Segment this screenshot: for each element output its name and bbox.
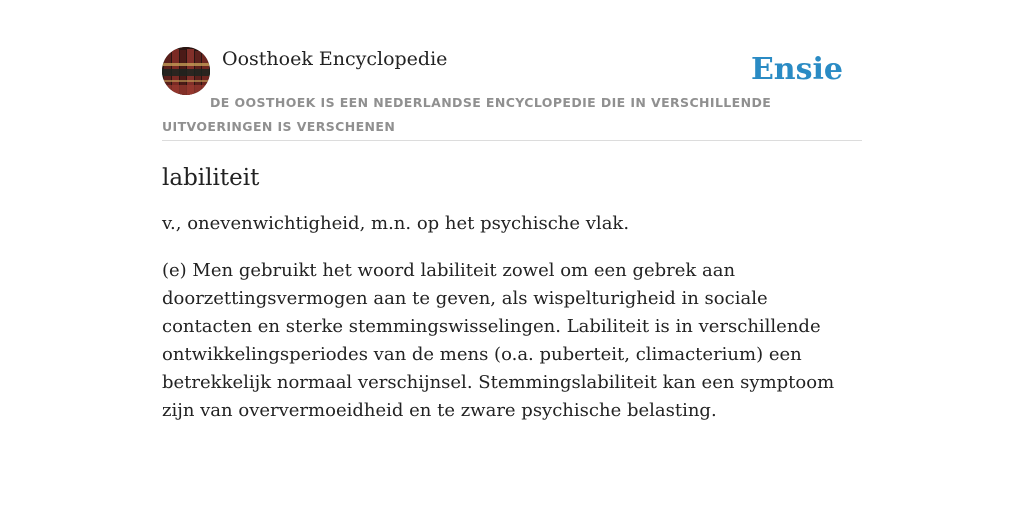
book-spines-icon xyxy=(162,47,210,95)
article-definition: v., onevenwichtigheid, m.n. op het psychische vlak. xyxy=(162,213,630,234)
source-title[interactable]: Oosthoek Encyclopedie xyxy=(222,48,448,70)
article xyxy=(162,160,862,425)
source-avatar[interactable] xyxy=(162,47,210,95)
brand-logo-link[interactable]: Ensie xyxy=(750,52,843,87)
source-description: DE OOSTHOEK IS EEN NEDERLANDSE ENCYCLOPEDIE DIE IN VERSCHILLENDE UITVOERINGEN IS VERSCHENEN xyxy=(162,95,772,134)
article-body: (e) Men gebruikt het woord labiliteit zowel om een gebrek aan doorzettingsvermogen aan te geven, als wispelturigheid in sociale contacten en sterke stemmingswisselingen. Labiliteit is in verschillende ontwikkelingsperiodes van de mens (o.a. puberteit, climacterium) een betrekkelijk normaal verschijnsel. Stemmingslabiliteit kan een symptoom zijn van oververmoeidheid en te zware psychische belasting. xyxy=(162,260,835,421)
article-term: labiliteit xyxy=(162,165,260,191)
source-header xyxy=(162,46,862,141)
